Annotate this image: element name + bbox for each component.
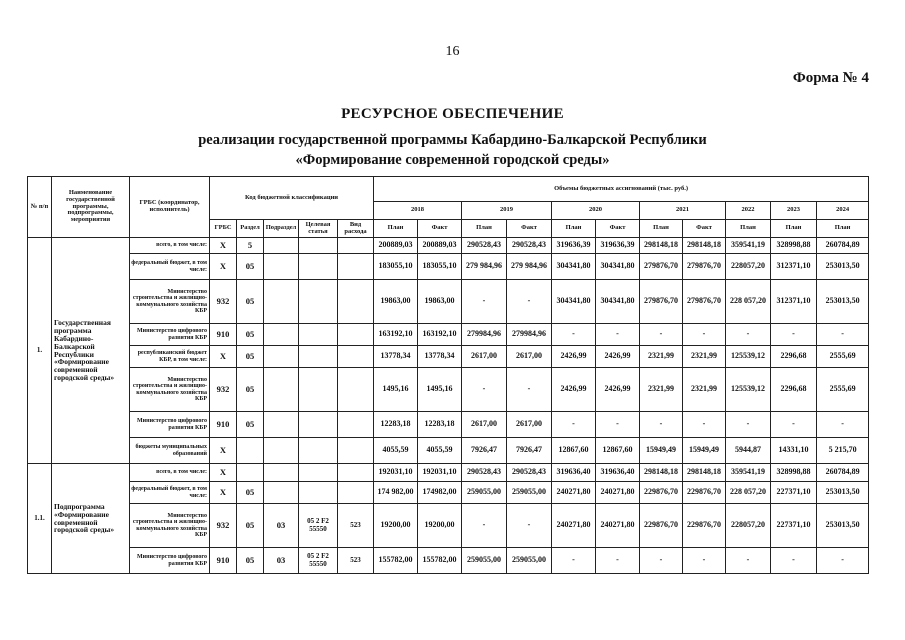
amount-cell: 279876,70: [640, 280, 683, 324]
row-number: 1.1.: [28, 464, 52, 574]
amount-cell: -: [771, 412, 817, 438]
amount-cell: 240271,80: [552, 504, 596, 548]
amount-cell: 240271,80: [596, 504, 640, 548]
expense-type-code: [338, 238, 374, 254]
razdel-code: 05: [237, 412, 264, 438]
amount-cell: 259055,00: [462, 482, 507, 504]
amount-cell: 279984,96: [462, 324, 507, 346]
header-plan: План: [640, 220, 683, 238]
funding-category: Министерство строительства и жилищно-коммунального хозяйства КБР: [130, 368, 210, 412]
header-fact: Факт: [596, 220, 640, 238]
amount-cell: -: [726, 324, 771, 346]
expense-type-code: [338, 346, 374, 368]
target-article-code: [299, 464, 338, 482]
amount-cell: 163192,10: [374, 324, 418, 346]
amount-cell: -: [462, 504, 507, 548]
amount-cell: -: [771, 324, 817, 346]
amount-cell: 2555,69: [817, 368, 869, 412]
amount-cell: 2617,00: [507, 412, 552, 438]
grbs-code: Х: [210, 238, 237, 254]
amount-cell: 290528,43: [462, 464, 507, 482]
amount-cell: -: [507, 504, 552, 548]
header-year-2018: 2018: [374, 202, 462, 220]
amount-cell: 298148,18: [683, 238, 726, 254]
grbs-code: 910: [210, 548, 237, 574]
razdel-code: 05: [237, 482, 264, 504]
amount-cell: 2426,99: [596, 346, 640, 368]
amount-cell: 2617,00: [462, 412, 507, 438]
funding-category: всего, в том числе:: [130, 464, 210, 482]
expense-type-code: [338, 412, 374, 438]
program-name: Государственная программа Кабардино-Балкарской Республики «Формирование современной городской среды»: [52, 238, 130, 464]
grbs-code: 932: [210, 280, 237, 324]
amount-cell: 279876,70: [683, 280, 726, 324]
razdel-code: 05: [237, 324, 264, 346]
amount-cell: 1495,16: [374, 368, 418, 412]
amount-cell: -: [552, 548, 596, 574]
target-article-code: [299, 238, 338, 254]
amount-cell: 13778,34: [374, 346, 418, 368]
amount-cell: 240271,80: [552, 482, 596, 504]
amount-cell: -: [462, 368, 507, 412]
amount-cell: -: [726, 412, 771, 438]
amount-cell: 304341,80: [596, 280, 640, 324]
amount-cell: 2321,99: [640, 368, 683, 412]
target-article-code: [299, 254, 338, 280]
target-article-code: [299, 412, 338, 438]
amount-cell: -: [817, 324, 869, 346]
amount-cell: 7926,47: [507, 438, 552, 464]
amount-cell: 12283,18: [418, 412, 462, 438]
podrazdel-code: [264, 412, 299, 438]
target-article-code: [299, 324, 338, 346]
amount-cell: 2617,00: [507, 346, 552, 368]
amount-cell: 260784,89: [817, 238, 869, 254]
podrazdel-code: [264, 324, 299, 346]
amount-cell: 192031,10: [418, 464, 462, 482]
amount-cell: 253013,50: [817, 482, 869, 504]
amount-cell: 14331,10: [771, 438, 817, 464]
amount-cell: 298148,18: [640, 464, 683, 482]
amount-cell: 279876,70: [640, 254, 683, 280]
amount-cell: 19200,00: [418, 504, 462, 548]
amount-cell: 125539,12: [726, 346, 771, 368]
amount-cell: -: [596, 412, 640, 438]
expense-type-code: 523: [338, 548, 374, 574]
amount-cell: 183055,10: [418, 254, 462, 280]
table-row: [28, 412, 869, 438]
header-expense-type: Вид расхода: [338, 220, 374, 238]
amount-cell: 5944,87: [726, 438, 771, 464]
funding-category: Министерство цифрового развития КБР: [130, 412, 210, 438]
program-name: Подпрограмма «Формирование современной городской среды»: [52, 464, 130, 574]
grbs-code: 932: [210, 368, 237, 412]
amount-cell: 192031,10: [374, 464, 418, 482]
podrazdel-code: [264, 464, 299, 482]
amount-cell: 229876,70: [640, 504, 683, 548]
amount-cell: 229876,70: [640, 482, 683, 504]
target-article-code: [299, 280, 338, 324]
funding-category: Министерство строительства и жилищно-коммунального хозяйства КБР: [130, 280, 210, 324]
amount-cell: 19200,00: [374, 504, 418, 548]
amount-cell: 125539,12: [726, 368, 771, 412]
amount-cell: -: [640, 412, 683, 438]
amount-cell: 15949,49: [640, 438, 683, 464]
amount-cell: 253013,50: [817, 280, 869, 324]
funding-category: Министерство цифрового развития КБР: [130, 548, 210, 574]
amount-cell: 228 057,20: [726, 280, 771, 324]
header-volumes: Объемы бюджетных ассигнований (тыс. руб.): [374, 177, 869, 202]
amount-cell: 227371,10: [771, 504, 817, 548]
header-plan: План: [552, 220, 596, 238]
amount-cell: -: [596, 324, 640, 346]
amount-cell: 359541,19: [726, 238, 771, 254]
amount-cell: 12867,60: [596, 438, 640, 464]
amount-cell: -: [771, 548, 817, 574]
amount-cell: 319636,40: [552, 464, 596, 482]
amount-cell: 2296,68: [771, 346, 817, 368]
table-row: [28, 482, 869, 504]
funding-category: федеральный бюджет, в том числе:: [130, 254, 210, 280]
table-row: [28, 464, 869, 482]
podrazdel-code: 03: [264, 548, 299, 574]
document-subtitle-line1: реализации государственной программы Кабардино-Балкарской Республики: [198, 132, 707, 148]
document-title: РЕСУРСНОЕ ОБЕСПЕЧЕНИЕ: [341, 106, 564, 122]
amount-cell: 13778,34: [418, 346, 462, 368]
amount-cell: 290528,43: [507, 464, 552, 482]
amount-cell: -: [683, 548, 726, 574]
amount-cell: 259055,00: [507, 482, 552, 504]
amount-cell: 304341,80: [552, 280, 596, 324]
target-article-code: 05 2 F2 55550: [299, 548, 338, 574]
amount-cell: 2321,99: [640, 346, 683, 368]
funding-category: федеральный бюджет, в том числе:: [130, 482, 210, 504]
expense-type-code: [338, 438, 374, 464]
amount-cell: 319636,39: [596, 238, 640, 254]
header-plan: План: [817, 220, 869, 238]
grbs-code: Х: [210, 438, 237, 464]
podrazdel-code: [264, 368, 299, 412]
header-year-2021: 2021: [640, 202, 726, 220]
header-budget-classification: Код бюджетной классификации: [210, 177, 374, 220]
amount-cell: 174982,00: [418, 482, 462, 504]
amount-cell: 228 057,20: [726, 482, 771, 504]
amount-cell: -: [640, 548, 683, 574]
podrazdel-code: [264, 346, 299, 368]
razdel-code: 05: [237, 280, 264, 324]
table-row: [28, 368, 869, 412]
amount-cell: -: [726, 548, 771, 574]
amount-cell: 290528,43: [462, 238, 507, 254]
grbs-code: Х: [210, 346, 237, 368]
grbs-code: Х: [210, 464, 237, 482]
amount-cell: 298148,18: [640, 238, 683, 254]
header-fact: Факт: [418, 220, 462, 238]
amount-cell: 12867,60: [552, 438, 596, 464]
header-year-2023: 2023: [771, 202, 817, 220]
razdel-code: 5: [237, 238, 264, 254]
grbs-code: Х: [210, 254, 237, 280]
amount-cell: 2426,99: [552, 346, 596, 368]
table-body: [28, 238, 869, 574]
header-target-article: Целевая статья: [299, 220, 338, 238]
grbs-code: 932: [210, 504, 237, 548]
header-year-2019: 2019: [462, 202, 552, 220]
target-article-code: [299, 438, 338, 464]
amount-cell: 328998,88: [771, 238, 817, 254]
amount-cell: 155782,00: [418, 548, 462, 574]
amount-cell: 1495,16: [418, 368, 462, 412]
amount-cell: 312371,10: [771, 280, 817, 324]
amount-cell: 227371,10: [771, 482, 817, 504]
amount-cell: 200889,03: [418, 238, 462, 254]
expense-type-code: [338, 254, 374, 280]
amount-cell: -: [507, 368, 552, 412]
header-plan: План: [771, 220, 817, 238]
razdel-code: [237, 464, 264, 482]
amount-cell: -: [640, 324, 683, 346]
table-row: [28, 238, 869, 254]
expense-type-code: [338, 324, 374, 346]
page-number: 16: [445, 44, 460, 59]
podrazdel-code: [264, 280, 299, 324]
amount-cell: 2321,99: [683, 346, 726, 368]
amount-cell: -: [507, 280, 552, 324]
amount-cell: -: [552, 324, 596, 346]
amount-cell: 15949,49: [683, 438, 726, 464]
expense-type-code: [338, 280, 374, 324]
amount-cell: 228057,20: [726, 254, 771, 280]
podrazdel-code: [264, 482, 299, 504]
expense-type-code: [338, 482, 374, 504]
amount-cell: 253013,50: [817, 504, 869, 548]
amount-cell: 279876,70: [683, 254, 726, 280]
amount-cell: 183055,10: [374, 254, 418, 280]
amount-cell: -: [683, 324, 726, 346]
amount-cell: 2321,99: [683, 368, 726, 412]
table-row: [28, 254, 869, 280]
amount-cell: 304341,80: [552, 254, 596, 280]
row-number: 1.: [28, 238, 52, 464]
amount-cell: 260784,89: [817, 464, 869, 482]
table-row: [28, 324, 869, 346]
header-year-2024: 2024: [817, 202, 869, 220]
amount-cell: 253013,50: [817, 254, 869, 280]
amount-cell: 359541,19: [726, 464, 771, 482]
header-grbs: ГРБС: [210, 220, 237, 238]
amount-cell: 319636,39: [552, 238, 596, 254]
header-name: Наименование государственной программы, подпрограммы, мероприятия: [52, 177, 130, 238]
amount-cell: 200889,03: [374, 238, 418, 254]
amount-cell: 4055,59: [374, 438, 418, 464]
header-plan: План: [462, 220, 507, 238]
target-article-code: [299, 482, 338, 504]
amount-cell: 155782,00: [374, 548, 418, 574]
amount-cell: 2426,99: [596, 368, 640, 412]
funding-category: бюджеты муниципальных образований: [130, 438, 210, 464]
amount-cell: 259055,00: [462, 548, 507, 574]
grbs-code: 910: [210, 324, 237, 346]
funding-category: Министерство строительства и жилищно-коммунального хозяйства КБР: [130, 504, 210, 548]
amount-cell: 279 984,96: [462, 254, 507, 280]
amount-cell: 228057,20: [726, 504, 771, 548]
table-row: [28, 504, 869, 548]
amount-cell: -: [683, 412, 726, 438]
funding-category: Министерство цифрового развития КБР: [130, 324, 210, 346]
grbs-code: Х: [210, 482, 237, 504]
razdel-code: 05: [237, 346, 264, 368]
header-plan: План: [374, 220, 418, 238]
amount-cell: -: [817, 412, 869, 438]
target-article-code: 05 2 F2 55550: [299, 504, 338, 548]
amount-cell: 290528,43: [507, 238, 552, 254]
header-fact: Факт: [507, 220, 552, 238]
amount-cell: -: [552, 412, 596, 438]
resource-table: [27, 176, 869, 574]
amount-cell: 279 984,96: [507, 254, 552, 280]
expense-type-code: [338, 368, 374, 412]
amount-cell: 5 215,70: [817, 438, 869, 464]
funding-category: республиканский бюджет КБР, в том числе:: [130, 346, 210, 368]
expense-type-code: [338, 464, 374, 482]
amount-cell: 298148,18: [683, 464, 726, 482]
razdel-code: 05: [237, 504, 264, 548]
header-fact: Факт: [683, 220, 726, 238]
target-article-code: [299, 368, 338, 412]
table-row: [28, 346, 869, 368]
header-num: № п/п: [28, 177, 52, 238]
table-row: [28, 280, 869, 324]
amount-cell: 2555,69: [817, 346, 869, 368]
razdel-code: 05: [237, 254, 264, 280]
amount-cell: 19863,00: [418, 280, 462, 324]
amount-cell: 328998,88: [771, 464, 817, 482]
podrazdel-code: [264, 438, 299, 464]
amount-cell: -: [462, 280, 507, 324]
header-year-2020: 2020: [552, 202, 640, 220]
amount-cell: 229876,70: [683, 482, 726, 504]
table-row: [28, 548, 869, 574]
podrazdel-code: [264, 238, 299, 254]
razdel-code: 05: [237, 548, 264, 574]
amount-cell: -: [817, 548, 869, 574]
podrazdel-code: 03: [264, 504, 299, 548]
razdel-code: 05: [237, 368, 264, 412]
amount-cell: 229876,70: [683, 504, 726, 548]
amount-cell: 19863,00: [374, 280, 418, 324]
document-subtitle-line2: «Формирование современной городской среды»: [295, 152, 610, 168]
target-article-code: [299, 346, 338, 368]
form-label: Форма № 4: [792, 70, 869, 86]
header-year-2022: 2022: [726, 202, 771, 220]
table-row: [28, 438, 869, 464]
funding-category: всего, в том числе:: [130, 238, 210, 254]
podrazdel-code: [264, 254, 299, 280]
amount-cell: 2296,68: [771, 368, 817, 412]
amount-cell: 4055,59: [418, 438, 462, 464]
amount-cell: 312371,10: [771, 254, 817, 280]
amount-cell: 279984,96: [507, 324, 552, 346]
amount-cell: 259055,00: [507, 548, 552, 574]
amount-cell: 2426,99: [552, 368, 596, 412]
header-grbs-coordinator: ГРБС (координатор, исполнитель): [130, 177, 210, 238]
amount-cell: 163192,10: [418, 324, 462, 346]
header-plan: План: [726, 220, 771, 238]
amount-cell: -: [596, 548, 640, 574]
header-razdel: Раздел: [237, 220, 264, 238]
razdel-code: [237, 438, 264, 464]
expense-type-code: 523: [338, 504, 374, 548]
grbs-code: 910: [210, 412, 237, 438]
amount-cell: 304341,80: [596, 254, 640, 280]
header-podrazdel: Подраздел: [264, 220, 299, 238]
amount-cell: 240271,80: [596, 482, 640, 504]
amount-cell: 174 982,00: [374, 482, 418, 504]
amount-cell: 2617,00: [462, 346, 507, 368]
amount-cell: 12283,18: [374, 412, 418, 438]
amount-cell: 7926,47: [462, 438, 507, 464]
amount-cell: 319636,40: [596, 464, 640, 482]
